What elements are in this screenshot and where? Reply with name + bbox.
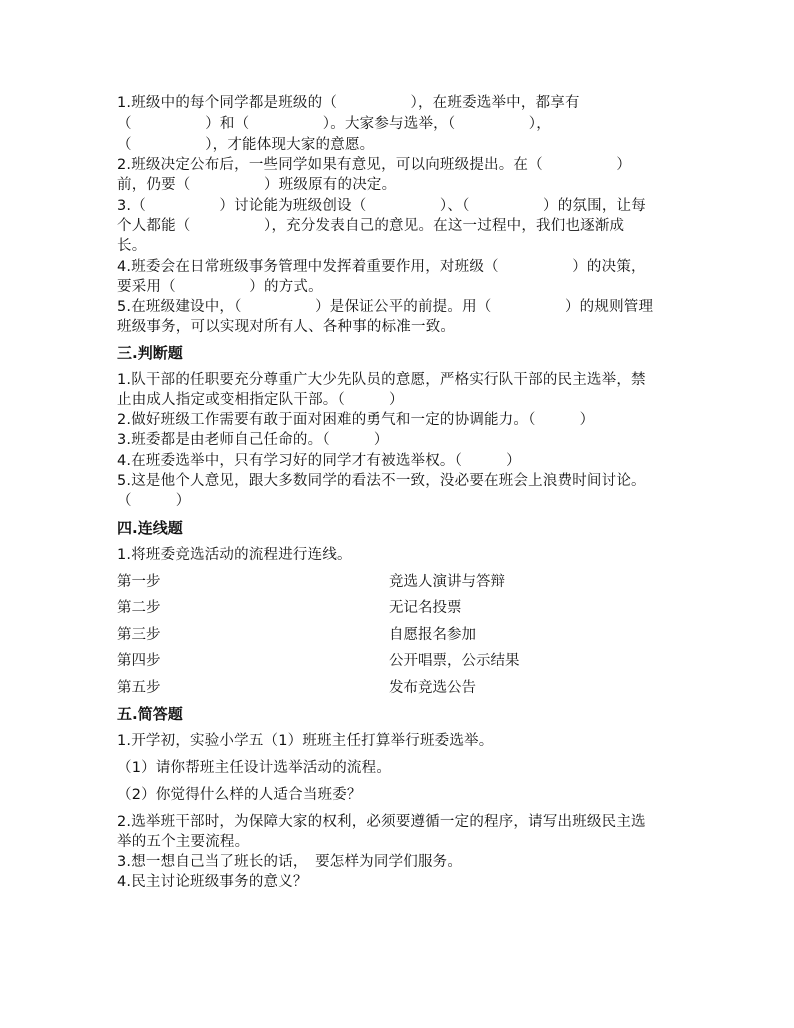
matching-activity-label: 公开唱票，公示结果 xyxy=(389,653,520,669)
fill-blank-line: 前，仍要（ ）班级原有的决定。 xyxy=(117,177,397,193)
matching-step-label: 第四步 xyxy=(117,653,161,669)
fill-blank-line: 班级事务，可以实现对所有人、各种事的标准一致。 xyxy=(117,319,456,335)
fill-blank-line: 4.班委会在日常班级事务管理中发挥着重要作用，对班级（ ）的决策， xyxy=(117,259,646,275)
question-line: 2.选举班干部时，为保障大家的权利，必须要遵循一定的程序，请写出班级民主选 xyxy=(117,814,646,830)
section-heading-short-answer: 五.简答题 xyxy=(117,705,183,723)
question-line: 举的五个主要流程。 xyxy=(117,834,250,850)
question-line: （2）你觉得什么样的人适合当班委？ xyxy=(117,787,362,803)
question-line: 2.做好班级工作需要有敢于面对困难的勇气和一定的协调能力。（ ） xyxy=(117,412,595,428)
matching-step-label: 第三步 xyxy=(117,627,161,643)
question-line: 止由成人指定或变相指定队干部。（ ） xyxy=(117,392,404,408)
question-line: （1）请你帮班主任设计选举活动的流程。 xyxy=(117,760,392,776)
matching-activity-label: 无记名投票 xyxy=(389,600,462,616)
fill-blank-line: （ ），才能体现大家的意愿。 xyxy=(117,137,375,153)
fill-blank-line: 3.（ ）讨论能为班级创设（ ）、（ ）的氛围，让每 xyxy=(117,198,646,214)
matching-question: 1.将班委竞选活动的流程进行连线。 xyxy=(117,547,352,563)
question-line: （ ） xyxy=(117,493,191,509)
matching-activity-label: 自愿报名参加 xyxy=(389,627,476,643)
fill-blank-line: 长。 xyxy=(117,238,147,254)
question-line: 4.在班委选举中，只有学习好的同学才有被选举权。（ ） xyxy=(117,453,521,469)
fill-blank-line: 5.在班级建设中，（ ）是保证公平的前提。用（ ）的规则管理 xyxy=(117,299,654,315)
fill-blank-line: 1.班级中的每个同学都是班级的（ ），在班委选举中，都享有 xyxy=(117,95,580,111)
matching-activity-label: 竞选人演讲与答辩 xyxy=(389,574,505,590)
question-line: 5.这是他个人意见，跟大多数同学的看法不一致，没必要在班会上浪费时间讨论。 xyxy=(117,473,646,489)
matching-activity-label: 发布竞选公告 xyxy=(389,680,476,696)
section-heading-true-false: 三.判断题 xyxy=(117,344,183,362)
question-line: 3.想一想自己当了班长的话， 要怎样为同学们服务。 xyxy=(117,854,463,870)
question-line: 4.民主讨论班级事务的意义？ xyxy=(117,874,308,890)
matching-step-label: 第一步 xyxy=(117,574,161,590)
fill-blank-line: 2.班级决定公布后，一些同学如果有意见，可以向班级提出。在（ ） xyxy=(117,157,632,173)
question-line: 1.开学初，实验小学五（1）班班主任打算举行班委选举。 xyxy=(117,733,494,749)
fill-blank-line: 要采用（ ）的方式。 xyxy=(117,279,323,295)
question-line: 3.班委都是由老师自己任命的。（ ） xyxy=(117,432,389,448)
fill-blank-line: （ ）和（ ）。大家参与选举，（ ）， xyxy=(117,116,551,132)
question-line: 1.队干部的任职要充分尊重广大少先队员的意愿，严格实行队干部的民主选举，禁 xyxy=(117,372,646,388)
matching-step-label: 第二步 xyxy=(117,600,161,616)
matching-step-label: 第五步 xyxy=(117,680,161,696)
fill-blank-line: 个人都能（ ），充分发表自己的意见。在这一过程中，我们也逐渐成 xyxy=(117,218,625,234)
section-heading-matching: 四.连线题 xyxy=(117,519,183,537)
